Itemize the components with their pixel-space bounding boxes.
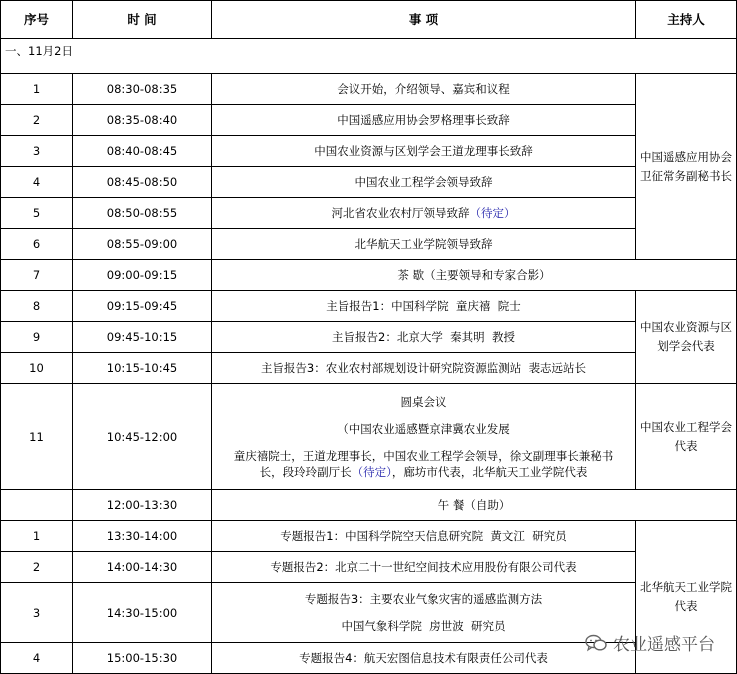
section-title: 一、11月2日 [1,39,737,74]
row-no: 8 [1,291,73,322]
row-no: 1 [1,74,73,105]
row-time: 15:00-15:30 [73,643,212,674]
row-no: 3 [1,136,73,167]
row-time: 14:00-14:30 [73,552,212,583]
pending-note: （待定） [351,464,392,479]
row-no: 9 [1,322,73,353]
wechat-icon [585,634,607,652]
row-time: 09:00-09:15 [73,260,212,291]
row-time: 09:15-09:45 [73,291,212,322]
row-item: 主旨报告2：北京大学 秦其明 教授 [212,322,636,353]
row-item: 中国农业工程学会领导致辞 [212,167,636,198]
row-item: 主旨报告3：农业农村部规划设计研究院资源监测站 裴志远站长 [212,353,636,384]
watermark-text: 农业遥感平台 [613,635,715,655]
table-row [1,552,737,583]
row-no: 4 [1,643,73,674]
row-time: 09:45-10:15 [73,322,212,353]
host-cell: 中国遥感应用协会卫征常务副秘书长 [636,74,737,260]
row-no: 11 [1,384,73,490]
row-item [212,198,636,229]
row-time: 08:35-08:40 [73,105,212,136]
row-no: 5 [1,198,73,229]
host-cell: 北华航天工业学院代表 [636,521,737,674]
roundtable-subtitle: （中国农业遥感暨京津冀农业发展 [337,421,510,436]
row-item [212,384,636,490]
row-item: 主旨报告1：中国科学院 童庆禧 院士 [212,291,636,322]
table-row [1,260,737,291]
table-row [1,198,737,229]
row-item: 中国遥感应用协会罗格理事长致辞 [212,105,636,136]
host-cell: 中国农业工程学会代表 [636,384,737,490]
table-row [1,490,737,521]
row-no: 4 [1,167,73,198]
table-row [1,229,737,260]
table-row [1,74,737,105]
row-time: 08:30-08:35 [73,74,212,105]
header-item: 事 项 [212,1,636,39]
table-row [1,521,737,552]
item-text: 河北省农业农村厅领导致辞 [331,206,470,220]
row-no: 7 [1,260,73,291]
header-time: 时 间 [73,1,212,39]
table-row [1,167,737,198]
row-item: 茶 歇（主要领导和专家合影） [212,260,737,291]
row-item: 午 餐（自助） [212,490,737,521]
report-title: 专题报告3：主要农业气象灾害的遥感监测方法 [304,592,543,606]
row-no: 3 [1,583,73,643]
section-row [1,39,737,74]
roundtable-title: 圆桌会议 [400,394,447,409]
pending-note: （待定） [469,206,516,220]
roundtable-participants [224,448,623,480]
row-no: 2 [1,552,73,583]
header-row [1,1,737,39]
participants-text-cont: ，廊坊市代表，北华航天工业学院代表 [391,464,588,479]
row-time: 14:30-15:00 [73,583,212,643]
row-item [212,583,636,643]
row-time: 08:40-08:45 [73,136,212,167]
participants-text: 童庆禧院士，王道龙理事长，中国农业工程学会领导，徐文副理事长兼秘书长，段玲玲副厅长 [233,448,614,479]
row-item: 中国农业资源与区划学会王道龙理事长致辞 [212,136,636,167]
row-no [1,490,73,521]
table-row [1,384,737,490]
row-time: 12:00-13:30 [73,490,212,521]
row-no: 1 [1,521,73,552]
row-item: 专题报告4：航天宏图信息技术有限责任公司代表 [212,643,636,674]
row-no: 6 [1,229,73,260]
header-no: 序号 [1,1,73,39]
row-no: 2 [1,105,73,136]
row-item: 专题报告1：中国科学院空天信息研究院 黄文江 研究员 [212,521,636,552]
table-row [1,322,737,353]
header-host: 主持人 [636,1,737,39]
report-speaker: 中国气象科学院 房世波 研究员 [341,619,506,633]
row-item: 专题报告2：北京二十一世纪空间技术应用股份有限公司代表 [212,552,636,583]
row-time: 13:30-14:00 [73,521,212,552]
table-row [1,105,737,136]
table-row [1,136,737,167]
row-time: 10:45-12:00 [73,384,212,490]
row-no: 10 [1,353,73,384]
table-row [1,353,737,384]
row-time: 08:55-09:00 [73,229,212,260]
row-item: 北华航天工业学院领导致辞 [212,229,636,260]
row-time: 08:45-08:50 [73,167,212,198]
host-cell: 中国农业资源与区划学会代表 [636,291,737,384]
row-time: 08:50-08:55 [73,198,212,229]
table-row [1,291,737,322]
row-time: 10:15-10:45 [73,353,212,384]
watermark [585,630,715,655]
row-item: 会议开始，介绍领导、嘉宾和议程 [212,74,636,105]
